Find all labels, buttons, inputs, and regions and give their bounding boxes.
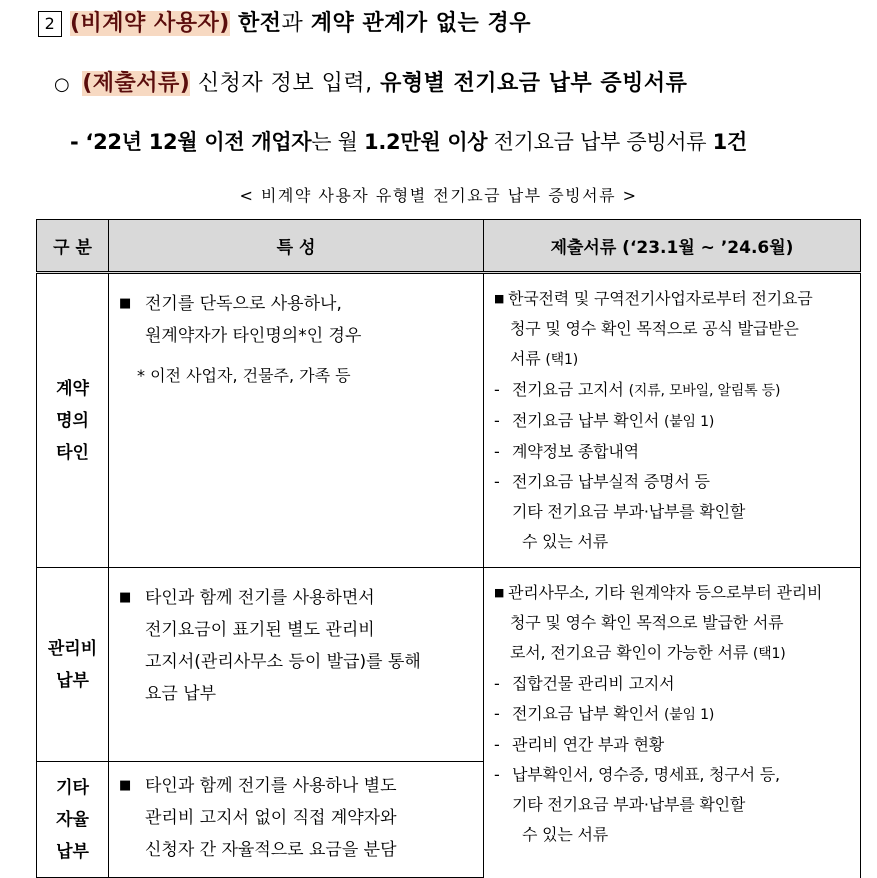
doc-lead-note: (택1) [545, 352, 578, 368]
square-bullet-icon: ■ [494, 586, 505, 599]
doc-item-note: (지류, 모바일, 알림톡 등) [628, 383, 781, 399]
doc-tail-line: 수 있는 서류 [522, 532, 609, 551]
heading-1-highlight: (비계약 사용자) [70, 11, 230, 36]
feature-line: 신청자 간 자율적으로 요금을 분담 [145, 840, 397, 860]
circle-bullet-icon: ○ [54, 74, 71, 95]
category-cell [37, 568, 109, 762]
doc-item: 관리비 연간 부과 현황 [512, 735, 664, 754]
category-line: 납부 [56, 841, 89, 862]
feature-note: * 이전 사업자, 건물주, 가족 등 [137, 366, 351, 385]
heading-1-text-a: 한전 [229, 11, 282, 36]
feature-line: 관리비 고지서 없이 직접 계약자와 [145, 808, 397, 828]
category-line: 관리비 [47, 638, 98, 659]
category-line: 명의 [56, 410, 89, 431]
doc-item: 집합건물 관리비 고지서 [512, 674, 675, 693]
heading-2-highlight: (제출서류) [82, 71, 191, 96]
heading-3 [70, 126, 747, 156]
doc-item: 계약정보 종합내역 [512, 442, 639, 461]
table-caption: < 비계약 사용자 유형별 전기요금 납부 증빙서류 > [239, 186, 638, 205]
category-line: 타인 [56, 442, 89, 463]
category-line: 자율 [56, 809, 89, 830]
category-line: 납부 [56, 670, 89, 691]
doc-item-note: (붙임 1) [663, 414, 715, 430]
doc-tail-line: 기타 전기요금 부과·납부를 확인할 [512, 795, 746, 814]
doc-item: 전기요금 납부실적 증명서 등 [512, 472, 710, 491]
feature-cell [109, 568, 484, 762]
category-cell [37, 273, 109, 568]
documents-cell: ■ 관리사무소, 기타 원계약자 등으로부터 관리비 청구 및 영수 확인 목적으로 발급한 서류 로서, 전기요금 확인이 가능한 서류 (택1) - 집합건물 관리비 고지서 - 전기요금 납부 확인서 (붙임 1) - 관리비 연간 부과 현황 - 납부확인서, 영수증, 명세표, 청구서 등, 기타 전기요금 부과·납부를 확인할 수 있는 서류 [484, 568, 861, 878]
feature-line: 고지서(관리사무소 등이 발급)를 통해 [145, 652, 421, 672]
doc-lead-line: 청구 및 영수 확인 목적으로 공식 발급받은 [510, 319, 799, 338]
doc-tail-line: 수 있는 서류 [522, 825, 609, 844]
document-table [36, 219, 861, 878]
heading-2-text-b: 유형별 전기요금 납부 증빙서류 [380, 71, 688, 96]
doc-tail-line: 기타 전기요금 부과·납부를 확인할 [512, 502, 746, 521]
doc-lead-line: 한국전력 및 구역전기사업자로부터 전기요금 [508, 289, 813, 308]
square-bullet-icon: ■ [119, 296, 132, 311]
square-bullet-icon: ■ [119, 590, 132, 605]
feature-line: 요금 납부 [145, 684, 217, 704]
heading-3-text-d: 전기요금 납부 증빙서류 [487, 130, 713, 154]
feature-line: 전기를 단독으로 사용하나, [145, 294, 342, 314]
heading-2-text-a: 신청자 정보 입력, [190, 71, 381, 96]
doc-item-note: (붙임 1) [663, 707, 715, 723]
doc-lead-line: 로서, 전기요금 확인이 가능한 서류 [510, 643, 753, 662]
header-category: 구 분 [37, 220, 109, 273]
doc-item: 전기요금 납부 확인서 [512, 704, 664, 723]
category-line: 기타 [56, 777, 89, 798]
heading-1-text-b: 과 [281, 11, 311, 36]
doc-item: 전기요금 고지서 [512, 380, 629, 399]
doc-lead-note: (택1) [752, 646, 786, 662]
doc-item: 전기요금 납부 확인서 [512, 411, 664, 430]
header-feature: 특 성 [109, 220, 484, 273]
heading-2 [54, 66, 687, 97]
heading-3-text-b: 는 월 [311, 130, 365, 154]
category-line: 계약 [56, 378, 89, 399]
square-bullet-icon: ■ [119, 778, 132, 793]
table-row [37, 568, 861, 762]
documents-cell: ■ 한국전력 및 구역전기사업자로부터 전기요금 청구 및 영수 확인 목적으로 공식 발급받은 서류 (택1) - 전기요금 고지서 (지류, 모바일, 알림톡 등) - 전기요금 납부 확인서 (붙임 1) - 계약정보 종합내역 - 전기요금 납부실적 증명서 등 기타 전기요금 부과·납부를 확인할 수 있는 서류 [484, 273, 861, 568]
heading-3-text-e: 1건 [712, 130, 747, 154]
doc-lead-line: 관리사무소, 기타 원계약자 등으로부터 관리비 [508, 583, 823, 602]
feature-line: 타인과 함께 전기를 사용하나 별도 [145, 776, 397, 796]
header-documents: 제출서류 (‘23.1월 ~ ’24.6월) [484, 220, 861, 273]
feature-cell [109, 762, 484, 878]
feature-line: 타인과 함께 전기를 사용하면서 [145, 588, 375, 608]
category-cell [37, 762, 109, 878]
section-number-box: 2 [38, 11, 62, 37]
table-header-row [37, 220, 861, 273]
feature-line: 원계약자가 타인명의*인 경우 [145, 326, 362, 346]
heading-1-text-c: 계약 관계가 없는 경우 [310, 11, 531, 36]
feature-line: 전기요금이 표기된 별도 관리비 [145, 620, 375, 640]
heading-1 [38, 6, 531, 37]
doc-lead-line: 서류 [510, 349, 546, 368]
doc-item: 납부확인서, 영수증, 명세표, 청구서 등, [512, 765, 780, 784]
doc-lead-line: 청구 및 영수 확인 목적으로 발급한 서류 [510, 613, 784, 632]
table-row [37, 273, 861, 568]
heading-3-text-c: 1.2만원 이상 [364, 130, 488, 154]
square-bullet-icon: ■ [494, 292, 505, 305]
heading-3-text-a: - ‘22년 12월 이전 개업자 [70, 130, 312, 154]
feature-cell [109, 273, 484, 568]
